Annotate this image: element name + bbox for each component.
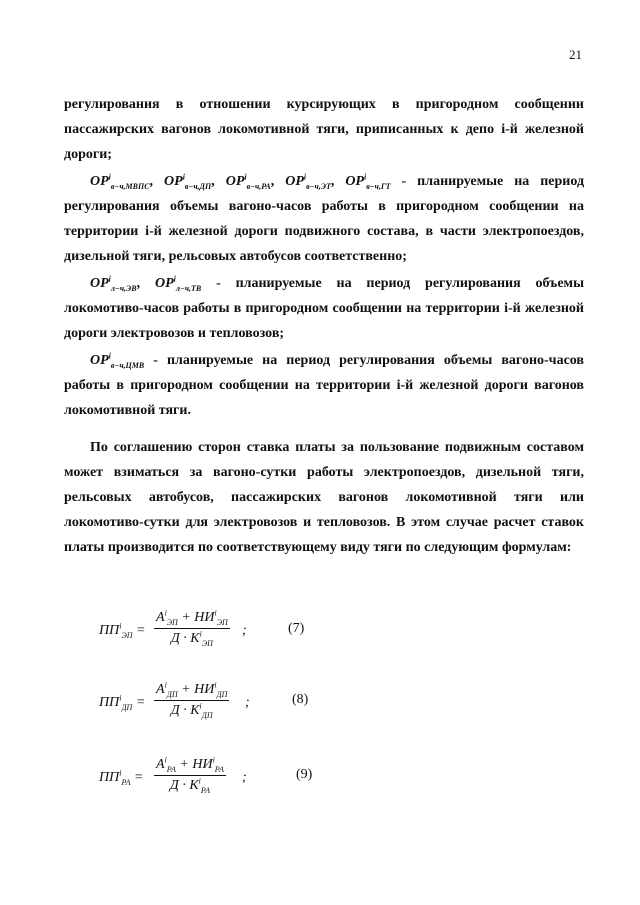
paragraph-5: По соглашению сторон ставка платы за пользование подвижным составом может взиматься за вагоно-сутки работы электропоездов, дизельной тяги, рельсовых автобусов, пассажирских вагонов локомотивной тяги или локомотиво-сутки для электровозов и тепловозов. В этом случае расчет ставок платы производится по соответствующему виду тяги по следующим формулам: [64,440,584,555]
formula-8 [99,682,399,728]
formula-7-denominator: $Д \cdot K^i_{ЭП}$ [170,629,213,648]
paragraph-4-text: - планируемые на период регулирования объемы вагоно-часов работы в пригородном сообщении на территории i-й железной дороги вагонов локомотивной тяги. [64,353,584,418]
document-body [64,92,584,560]
paragraph-3: $OP^i_{л-ч,ЭВ}$, $OP^i_{л-ч,ТВ}$ - планируемые на период регулирования объемы локомотиво-часов работы в пригородном сообщении на территории i-й железной дороги электровозов и тепловозов; [64,274,585,341]
formula-8-denominator: $Д \cdot K^i_{ДП}$ [170,701,213,720]
formula-9 [99,757,399,803]
paragraph-2: $OP^i_{в-ч,МВПС}$, $OP^i_{в-ч,ДП}$, $OP^i_{в-ч,РА}$, $OP^i_{в-ч,ЭТ}$, $OP^i_{в-ч,ГТ}$ - планируемые на период регулирования объемы вагоно-часов работы в пригородном сообщении на территории i-й железной дороги подвижного состава, в части электропоездов, дизельной тяги, рельсовых автобусов соответственно; [64,172,585,264]
formula-7-fraction [154,610,230,647]
symbol-op-gt: $OP^i_{в-ч,ГТ}$ [345,172,391,191]
formula-9-denominator: $Д \cdot K^i_{РА}$ [169,776,210,795]
paragraph-3-text: - планируемые на период регулирования объемы локомотиво-часов работы в пригородном сообщении на территории i-й железной дороги электровозов и тепловозов; [64,276,585,341]
symbol-op-dp: $OP^i_{в-ч,ДП}$ [164,172,212,191]
symbol-op-et: $OP^i_{в-ч,ЭТ}$ [285,172,331,191]
formula-8-lhs: $ПП^i_{ДП}$ = [99,693,146,712]
page-number: 21 [569,47,582,62]
paragraph-2-text: - планируемые на период регулирования объемы вагоно-часов работы в пригородном сообщении на территории i-й железной дороги подвижного состава, в части электропоездов, дизельной тяги, рельсовых автобусов соответственно; [64,174,585,264]
symbol-op-mvps: $OP^i_{в-ч,МВПС}$ [90,172,150,191]
symbol-op-tv: $OP^i_{л-ч,ТВ}$ [154,274,202,293]
symbol-op-ev: $OP^i_{л-ч,ЭВ}$ [90,274,137,293]
formula-7-lhs: $ПП^i_{ЭП}$ = [99,621,146,640]
equation-number-9: (9) [296,767,313,782]
formula-8-numerator: $A^i_{ДП} + НИ^i_{ДП}$ [154,682,229,701]
formula-8-fraction [154,682,229,719]
formula-9-numerator: $A^i_{РА} + НИ^i_{РА}$ [154,757,226,776]
formula-7-numerator: $A^i_{ЭП} + НИ^i_{ЭП}$ [154,610,230,629]
equation-number-8: (8) [292,692,309,707]
formula-8-semicolon: ; [245,695,250,710]
formula-7 [99,610,399,656]
formula-9-fraction [154,757,226,794]
symbol-op-ra: $OP^i_{в-ч,РА}$ [225,172,271,191]
formula-9-semicolon: ; [242,770,247,785]
equation-number-7: (7) [288,621,305,636]
symbol-op-tsmv: $OP^i_{в-ч,ЦМВ}$ [90,351,145,370]
formula-9-lhs: $ПП^i_{РА}$ = [99,768,144,787]
paragraph-4 [64,348,584,423]
formula-7-semicolon: ; [242,623,247,638]
paragraph-1: регулирования в отношении курсирующих в пригородном сообщении пассажирских вагонов локомотивной тяги, приписанных к депо i-й железной дороги; [64,97,584,162]
